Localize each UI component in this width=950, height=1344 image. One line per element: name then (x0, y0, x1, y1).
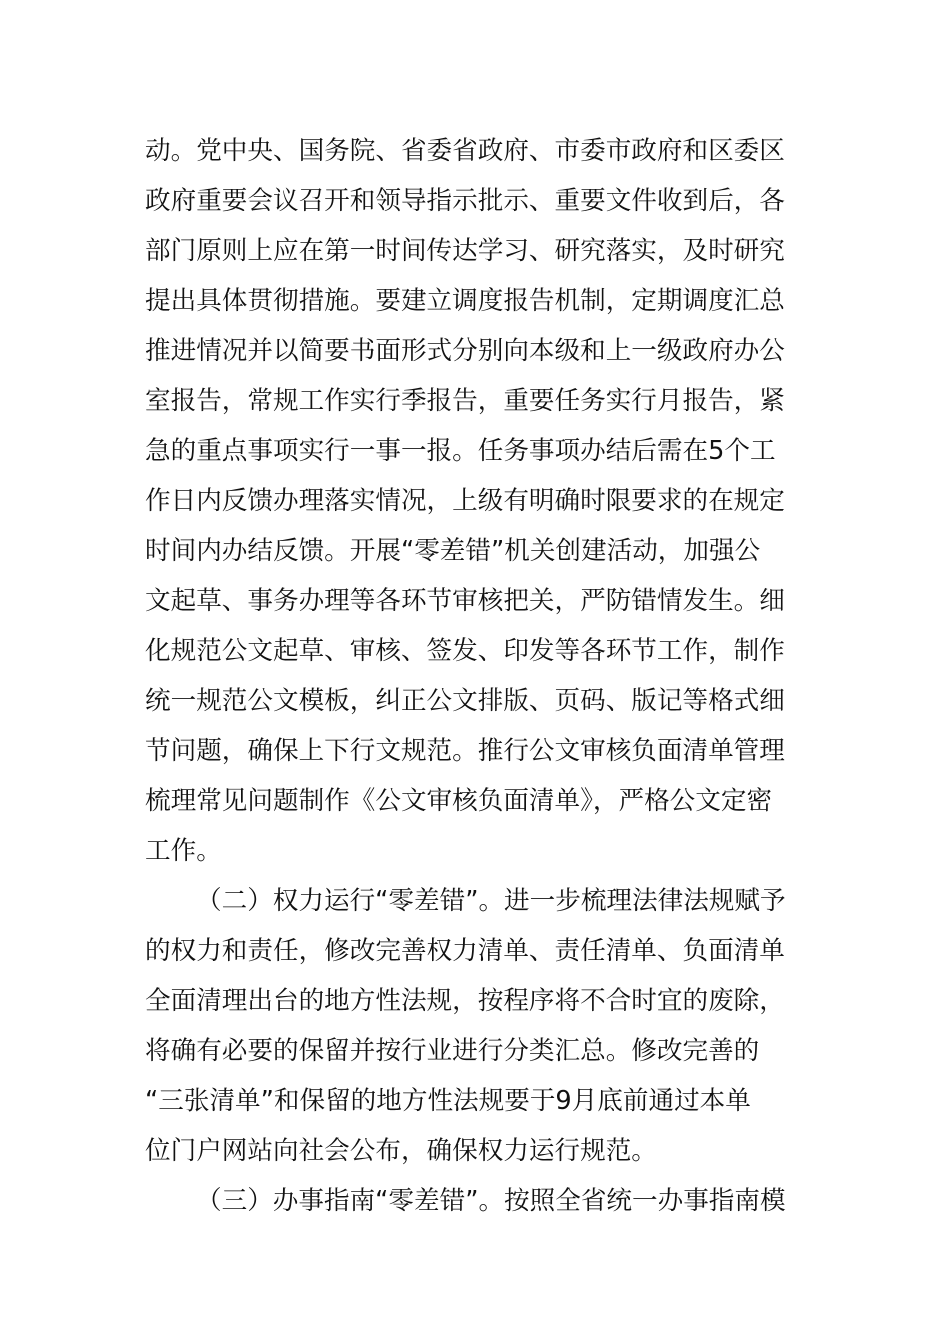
paragraph-line: 工作。 (145, 836, 222, 866)
paragraph-line: 的权力和责任，修改完善权力清单、责任清单、负面清单 (145, 936, 785, 966)
paragraph-line: 节问题，确保上下行文规范。推行公文审核负面清单管理 (145, 736, 785, 766)
paragraph-line: 时间内办结反馈。开展“零差错”机关创建活动，加强公 (145, 536, 761, 566)
paragraph-line: 提出具体贯彻措施。要建立调度报告机制，定期调度汇总 (145, 286, 785, 316)
paragraph-line: 文起草、事务办理等各环节审核把关，严防错情发生。细 (145, 586, 785, 616)
paragraph-line: 推进情况并以简要书面形式分别向本级和上一级政府办公 (145, 336, 785, 366)
paragraph-line: 政府重要会议召开和领导指示批示、重要文件收到后，各 (145, 186, 785, 216)
paragraph-line: 作日内反馈办理落实情况，上级有明确时限要求的在规定 (145, 486, 785, 516)
paragraph-line: 位门户网站向社会公布，确保权力运行规范。 (145, 1136, 657, 1166)
paragraph-line: 部门原则上应在第一时间传达学习、研究落实，及时研究 (145, 236, 785, 266)
paragraph-line: 动。党中央、国务院、省委省政府、市委市政府和区委区 (145, 136, 785, 166)
paragraph-line: 室报告，常规工作实行季报告，重要任务实行月报告，紧 (145, 386, 785, 416)
section-heading-line: （二）权力运行“零差错”。进一步梳理法律法规赋予 (196, 886, 786, 916)
paragraph-line: 急的重点事项实行一事一报。任务事项办结后需在5个工 (145, 436, 776, 466)
paragraph-line: “三张清单”和保留的地方性法规要于9月底前通过本单 (145, 1086, 751, 1116)
paragraph-line: 化规范公文起草、审核、签发、印发等各环节工作，制作 (145, 636, 785, 666)
paragraph-line: 全面清理出台的地方性法规，按程序将不合时宜的废除， (145, 986, 785, 1016)
section-heading-line: （三）办事指南“零差错”。按照全省统一办事指南模 (196, 1186, 786, 1216)
paragraph-line: 将确有必要的保留并按行业进行分类汇总。修改完善的 (145, 1036, 760, 1066)
paragraph-line: 统一规范公文模板，纠正公文排版、页码、版记等格式细 (145, 686, 785, 716)
paragraph-line: 梳理常见问题制作《公文审核负面清单》，严格公文定密 (145, 786, 773, 816)
